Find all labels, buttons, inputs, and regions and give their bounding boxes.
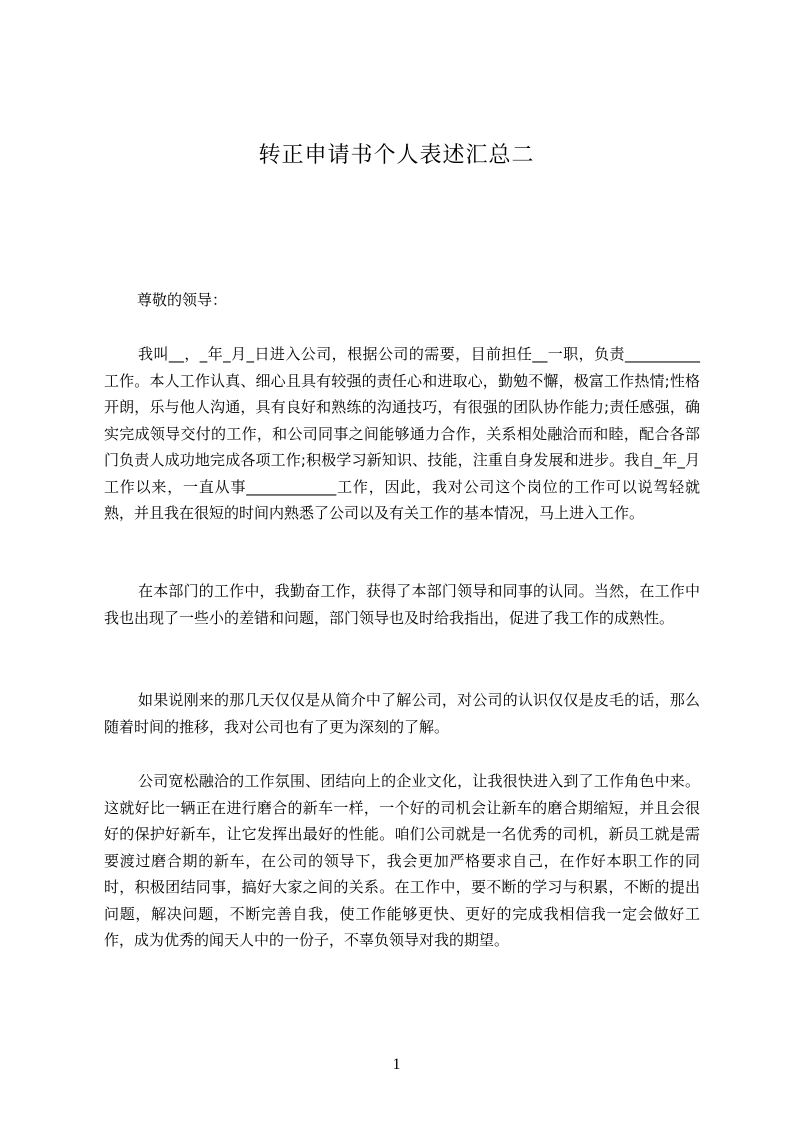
paragraph-4: 公司宽松融洽的工作氛围、团结向上的企业文化，让我很快进入到了工作角色中来。这就好比一辆正在进行磨合的新车一样，一个好的司机会让新车的磨合期缩短，并且会很好的保护好新车，让它发挥出最好的性能。咱们公司就是一名优秀的司机，新员工就是需要渡过磨合期的新车，在公司的领导下，我会更加严格要求自己，在作好本职工作的同时，积极团结同事，搞好大家之间的关系。在工作中，要不断的学习与积累，不断的提出问题，解决问题，不断完善自我，使工作能够更快、更好的完成我相信我一定会做好工作，成为优秀的闻天人中的一份子，不辜负领导对我的期望。	[104, 772, 700, 949]
paragraph-2: 在本部门的工作中，我勤奋工作，获得了本部门领导和同事的认同。当然，在工作中我也出现了一些小的差错和问题，部门领导也及时给我指出，促进了我工作的成熟性。	[104, 582, 700, 627]
paragraph-1: 我叫__，_年_月_日进入公司，根据公司的需要，目前担任__一职，负责__________工作。本人工作认真、细心且具有较强的责任心和进取心，勤勉不懈，极富工作热情;性格开朗，乐与他人沟通，具有良好和熟练的沟通技巧，有很强的团队协作能力;责任感强，确实完成领导交付的工作，和公司同事之间能够通力合作，关系相处融洽而和睦，配合各部门负责人成功地完成各项工作;积极学习新知识、技能，注重自身发展和进步。我自_年_月工作以来，一直从事____________工作，因此，我对公司这个岗位的工作可以说驾轻就熟，并且我在很短的时间内熟悉了公司以及有关工作的基本情况，马上进入工作。	[104, 345, 700, 522]
page-number: 1	[392, 1056, 401, 1073]
salutation: 尊敬的领导：	[137, 291, 228, 309]
paragraph-3: 如果说刚来的那几天仅仅是从简介中了解公司，对公司的认识仅仅是皮毛的话，那么随着时间的推移，我对公司也有了更为深刻的了解。	[104, 691, 700, 736]
document-title: 转正申请书个人表述汇总二	[258, 143, 535, 168]
